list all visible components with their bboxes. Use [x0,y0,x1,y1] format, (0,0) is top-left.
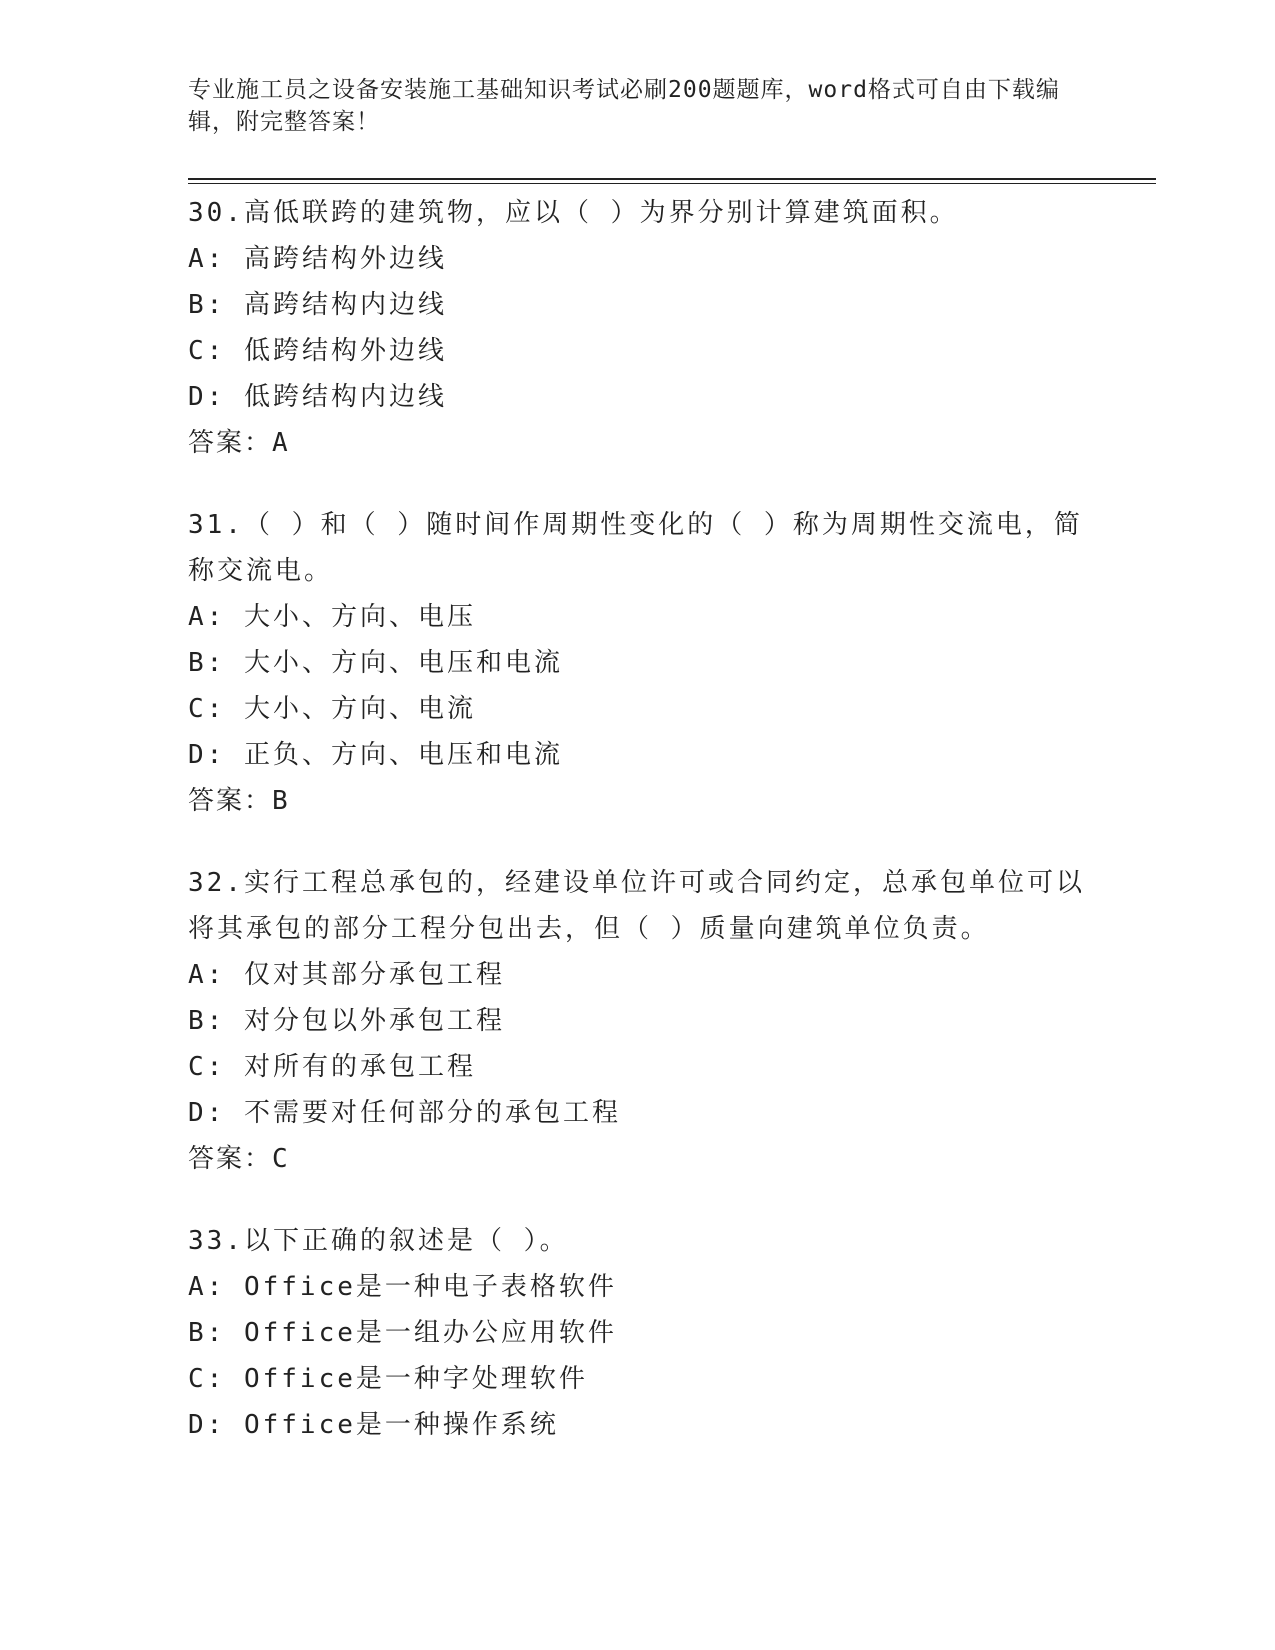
option-b: B: 高跨结构内边线 [188,290,447,320]
option-d: D: 低跨结构内边线 [188,382,447,412]
option-c: C: 对所有的承包工程 [188,1052,476,1082]
answer-line [188,420,1088,466]
option-c: C: Office是一种字处理软件 [188,1364,588,1394]
option-b: B: Office是一组办公应用软件 [188,1318,617,1348]
answer-value: B [272,786,290,816]
option-a: A: 大小、方向、电压 [188,602,476,632]
option-a: A: 高跨结构外边线 [188,244,447,274]
question-item [188,860,1088,1182]
option-b: B: 对分包以外承包工程 [188,1006,505,1036]
option-d: D: Office是一种操作系统 [188,1410,559,1440]
answer-value: A [272,428,290,458]
option-c: C: 低跨结构外边线 [188,336,447,366]
document-header [188,74,1088,138]
question-stem: 31.（ ）和（ ）随时间作周期性变化的（ ）称为周期性交流电，简称交流电。 [188,510,1083,586]
option-d: D: 不需要对任何部分的承包工程 [188,1098,621,1128]
answer-line [188,1136,1088,1182]
answer-label: 答案： [188,786,273,816]
question-stem: 32.实行工程总承包的，经建设单位许可或合同约定，总承包单位可以将其承包的部分工程分包出去，但（ ）质量向建筑单位负责。 [188,868,1085,944]
option-a: A: 仅对其部分承包工程 [188,960,505,990]
question-item [188,1218,1088,1448]
option-d: D: 正负、方向、电压和电流 [188,740,563,770]
question-list [188,190,1088,1484]
answer-label: 答案： [188,1144,273,1174]
question-stem: 30.高低联跨的建筑物，应以（ ）为界分别计算建筑面积。 [188,198,959,228]
document-title: 专业施工员之设备安装施工基础知识考试必刷200题题库，word格式可自由下载编辑，附完整答案！ [188,77,1060,135]
answer-label: 答案： [188,428,273,458]
header-divider [188,178,1156,184]
question-item [188,190,1088,466]
option-b: B: 大小、方向、电压和电流 [188,648,563,678]
option-c: C: 大小、方向、电流 [188,694,476,724]
option-a: A: Office是一种电子表格软件 [188,1272,617,1302]
question-item [188,502,1088,824]
answer-value: C [272,1144,290,1174]
question-stem: 33.以下正确的叙述是（ ）。 [188,1226,569,1256]
answer-line [188,778,1088,824]
